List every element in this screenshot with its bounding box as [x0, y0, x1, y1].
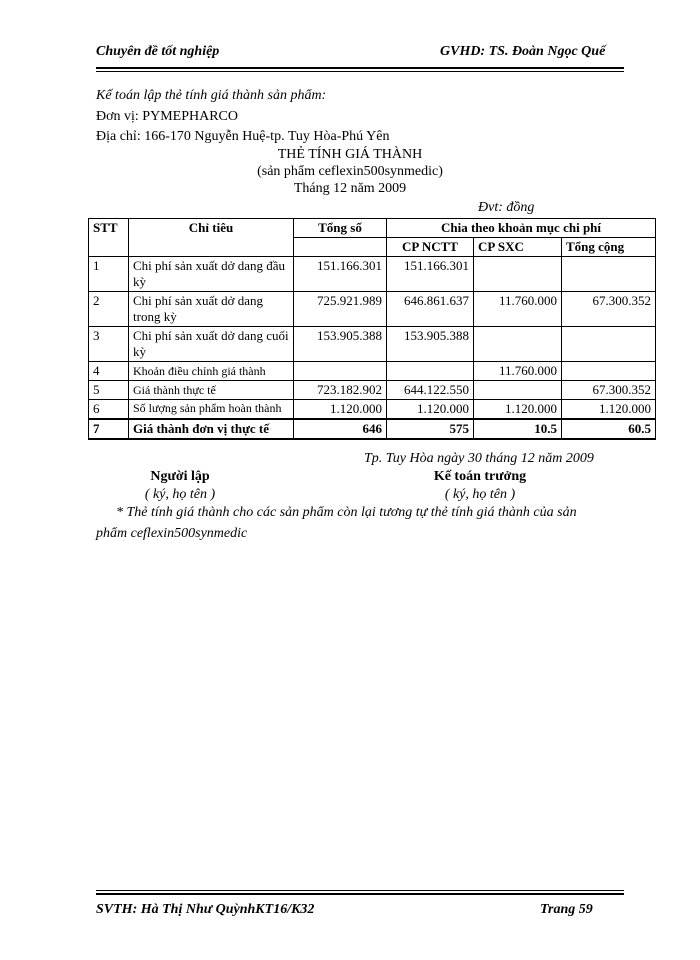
unit-label: Đvt: đồng — [478, 200, 535, 215]
row-ncct — [387, 362, 474, 381]
chief-note: ( ký, họ tên ) — [444, 487, 516, 502]
row-indicator: Chi phí sản xuất dở dang trong kỳ — [129, 292, 294, 327]
table-row — [89, 400, 656, 420]
card-product: (sản phẩm ceflexin500synmedic) — [257, 164, 443, 179]
row-sxc: 10.5 — [474, 419, 562, 439]
table-row — [89, 381, 656, 400]
table-row — [89, 362, 656, 381]
row-total — [294, 362, 387, 381]
row-sum — [562, 362, 656, 381]
row-ncct: 575 — [387, 419, 474, 439]
row-ncct: 1.120.000 — [387, 400, 474, 420]
row-ncct: 151.166.301 — [387, 257, 474, 292]
footer-rule-thin — [96, 890, 624, 891]
row-total: 151.166.301 — [294, 257, 387, 292]
card-period: Tháng 12 năm 2009 — [293, 181, 407, 196]
footer-page-number: Trang 59 — [540, 902, 593, 917]
footnote-line-1: * Thẻ tính giá thành cho các sản phẩm còn lại tương tự thẻ tính giá thành của sản — [116, 505, 577, 520]
header-indicator: Chỉ tiêu — [129, 219, 294, 257]
row-total: 153.905.388 — [294, 327, 387, 362]
card-title: THẺ TÍNH GIÁ THÀNH — [277, 147, 423, 162]
table-row — [89, 257, 656, 292]
row-indicator: Giá thành thực tế — [129, 381, 294, 400]
row-stt: 7 — [89, 419, 129, 439]
header-right: GVHD: TS. Đoàn Ngọc Quế — [440, 44, 606, 59]
preparer-title: Người lập — [150, 469, 210, 484]
header-sum: Tổng cộng — [562, 238, 656, 257]
row-sum: 1.120.000 — [562, 400, 656, 420]
row-indicator: Chi phí sản xuất dở dang cuối kỳ — [129, 327, 294, 362]
date-line: Tp. Tuy Hòa ngày 30 tháng 12 năm 2009 — [364, 451, 594, 466]
row-total: 723.182.902 — [294, 381, 387, 400]
row-stt: 6 — [89, 400, 129, 420]
row-sxc — [474, 327, 562, 362]
row-sxc: 11.760.000 — [474, 362, 562, 381]
row-stt: 1 — [89, 257, 129, 292]
row-indicator: Giá thành đơn vị thực tế — [129, 419, 294, 439]
row-total: 646 — [294, 419, 387, 439]
preparer-note: ( ký, họ tên ) — [144, 487, 216, 502]
table-row — [89, 292, 656, 327]
header-rule — [96, 67, 624, 69]
header-total-blank — [294, 238, 387, 257]
header-group: Chia theo khoản mục chi phí — [387, 219, 656, 238]
row-sum: 67.300.352 — [562, 381, 656, 400]
row-stt: 2 — [89, 292, 129, 327]
row-total: 1.120.000 — [294, 400, 387, 420]
footer-rule — [96, 893, 624, 895]
row-sxc — [474, 257, 562, 292]
footer-left: SVTH: Hà Thị Như QuỳnhKT16/K32 — [96, 902, 315, 917]
company-address: Địa chỉ: 166-170 Nguyễn Huệ-tp. Tuy Hòa-Phú Yên — [96, 129, 390, 144]
chief-title: Kế toán trưởng — [433, 469, 527, 484]
table-header-row — [89, 219, 656, 238]
row-sum — [562, 257, 656, 292]
row-sum: 60.5 — [562, 419, 656, 439]
row-ncct: 153.905.388 — [387, 327, 474, 362]
header-total: Tổng số — [294, 219, 387, 238]
row-ncct: 644.122.550 — [387, 381, 474, 400]
header-left: Chuyên đề tốt nghiệp — [96, 44, 220, 59]
row-stt: 3 — [89, 327, 129, 362]
company-unit: Đơn vị: PYMEPHARCO — [96, 109, 238, 124]
table-row-total — [89, 419, 656, 439]
header-stt: STT — [89, 219, 129, 257]
row-stt: 5 — [89, 381, 129, 400]
row-indicator: Chi phí sản xuất dở dang đầu kỳ — [129, 257, 294, 292]
row-sum — [562, 327, 656, 362]
row-sxc — [474, 381, 562, 400]
row-indicator: Khoản điều chỉnh giá thành — [129, 362, 294, 381]
header-cp-sxc: CP SXC — [474, 238, 562, 257]
intro-text: Kế toán lập thẻ tính giá thành sản phẩm: — [96, 88, 327, 103]
row-ncct: 646.861.637 — [387, 292, 474, 327]
header-cp-ncct: CP NCTT — [387, 238, 474, 257]
cost-table — [88, 218, 656, 440]
row-total: 725.921.989 — [294, 292, 387, 327]
footnote-line-2: phẩm ceflexin500synmedic — [96, 526, 248, 541]
row-indicator: Số lượng sản phẩm hoàn thành — [129, 400, 294, 420]
table-row — [89, 327, 656, 362]
row-sum: 67.300.352 — [562, 292, 656, 327]
header-rule-thin — [96, 71, 624, 72]
row-sxc: 11.760.000 — [474, 292, 562, 327]
row-sxc: 1.120.000 — [474, 400, 562, 420]
row-stt: 4 — [89, 362, 129, 381]
